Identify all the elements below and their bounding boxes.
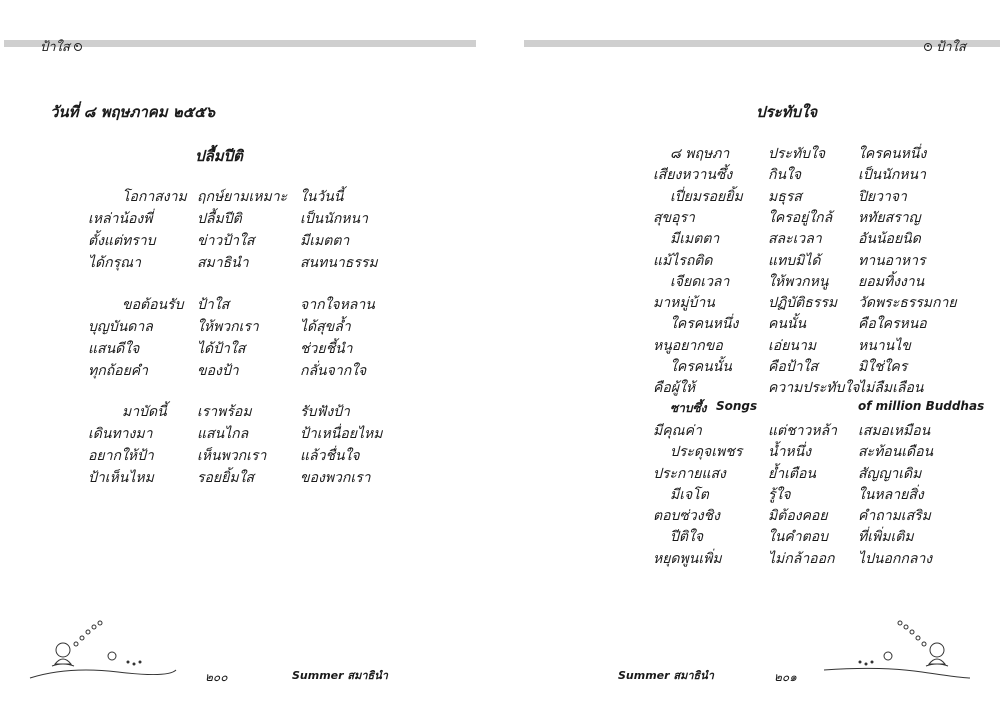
running-header-left: [40, 36, 82, 57]
poem-phrase: น้ำหนึ่ง: [768, 444, 812, 461]
poem-line: [0, 207, 990, 229]
poem-phrase: ของพวกเรา: [300, 470, 371, 486]
poem-phrase: มาบัดนี้: [122, 404, 167, 420]
poem-phrase: หนูอยากขอ: [653, 337, 723, 354]
poem-phrase: ใครอยู่ใกล้: [768, 209, 833, 226]
footer-text-left: Summer สมาธินำ: [292, 669, 388, 682]
poem-phrase: รอยยิ้มใส: [197, 470, 254, 486]
poem-phrase: ยอมทิ้งงาน: [858, 273, 925, 290]
poem-phrase: ใครคนนั้น: [670, 359, 732, 375]
poem-phrase: คือใครหนอ: [858, 316, 927, 333]
poem-line: [0, 377, 990, 399]
poem-phrase: ใครคนหนึ่ง: [858, 146, 927, 162]
poem-phrase: ข่าวป้าใส: [197, 233, 255, 249]
poem-phrase: คำถามเสริม: [858, 508, 931, 525]
poem-phrase: กินใจ: [768, 167, 802, 184]
meditating-child-illustration-right: [822, 618, 972, 680]
poem-phrase: จากใจหลาน: [300, 297, 375, 313]
poem-line: [0, 313, 990, 335]
poem-phrase: Songs: [716, 398, 758, 413]
poem-phrase: ไม่กล้าออก: [768, 550, 835, 567]
poem-line: [0, 143, 990, 165]
poem-phrase: ย้ำเตือน: [768, 465, 816, 482]
poem-phrase: มิต้องคอย: [768, 508, 828, 525]
poem-phrase: ความประทับใจ: [768, 380, 860, 397]
poem-line: [0, 335, 990, 357]
poem-phrase: โอกาสงาม: [122, 189, 187, 205]
poem-line: [0, 164, 990, 186]
poem-line: [0, 526, 990, 548]
poem-phrase: อันน้อยนิด: [858, 231, 921, 248]
poem-phrase: เอ่ยนาม: [768, 337, 817, 354]
footer-text-right: Summer สมาธินำ: [618, 669, 714, 682]
poem-phrase: คือผู้ให้: [653, 380, 696, 397]
poem-phrase: ได้สุขล้ำ: [300, 319, 351, 335]
poem-phrase: สมาธินำ: [197, 255, 249, 271]
poem-phrase: มีเจโต: [670, 486, 709, 503]
poem-line: [0, 463, 990, 485]
poem-phrase: อยากให้ป้า: [88, 448, 154, 464]
poem-phrase: บุญบันดาล: [88, 319, 153, 335]
page-number-left: ๒๐๐: [205, 670, 228, 684]
poem-phrase: สะท้อนเดือน: [858, 444, 934, 461]
poem-title: ปลื้มปีติ: [195, 147, 243, 165]
poem-line: [0, 505, 990, 527]
poem-phrase: ในวันนี้: [300, 189, 344, 205]
poem-phrase: ที่เพิ่มเติม: [858, 529, 914, 546]
poem-phrase: แสนไกล: [197, 426, 249, 442]
poem-phrase: คือป้าใส: [768, 359, 818, 375]
poem-phrase: มิใช่ใคร: [858, 359, 908, 375]
running-header-left-text: ป้าใส: [40, 40, 70, 55]
poem-phrase: ปฏิบัติธรรม: [768, 295, 838, 312]
poem-phrase: ช่วยชี้นำ: [300, 341, 353, 357]
poem-line: [0, 548, 990, 570]
poem-line: [0, 250, 990, 272]
poem-phrase: ได้ป้าใส: [197, 341, 246, 357]
poem-phrase: เป็นนักหนา: [300, 211, 368, 227]
poem-phrase: สัญญาเดิม: [858, 465, 922, 482]
poem-phrase: กลั่นจากใจ: [300, 363, 367, 379]
poem-phrase: เดินทางมา: [88, 426, 153, 442]
running-header-right-text: ป้าใส: [936, 40, 966, 55]
poem-phrase: แล้วชื่นใจ: [300, 448, 360, 464]
poem-phrase: เจียดเวลา: [670, 273, 730, 290]
poem-phrase: ขอต้อนรับ: [122, 297, 184, 313]
poem-phrase: ป้าเห็นไหม: [88, 470, 154, 486]
poem-phrase: ไม่ลืมเลือน: [858, 380, 924, 397]
poem-line: [0, 399, 990, 421]
poem-phrase: รับฟังป้า: [300, 404, 350, 420]
poem-phrase: ปีติใจ: [670, 529, 704, 546]
poem-phrase: ประดุจเพชร: [670, 444, 743, 461]
running-header-right: [924, 36, 966, 57]
poem-phrase: ปลื้มปีติ: [197, 211, 242, 227]
poem-phrase: หทัยสราญ: [858, 209, 921, 226]
poem-phrase: สนทนาธรรม: [300, 255, 378, 271]
poem-phrase: เสียงหวานซึ้ง: [653, 167, 733, 184]
poem-line: [0, 292, 990, 314]
poem-phrase: แทบมิได้: [768, 252, 821, 269]
poem-phrase: เปี่ยมรอยยิ้ม: [670, 188, 743, 205]
poem-phrase: ให้พวกเรา: [197, 319, 259, 335]
poem-phrase: ทานอาหาร: [858, 252, 926, 269]
poem-phrase: แสนดีใจ: [88, 341, 140, 357]
date-heading: วันที่ ๘ พฤษภาคม ๒๕๕๖: [50, 103, 216, 121]
poem-phrase: ป้าใส: [197, 297, 230, 313]
poem-phrase: of million Buddhas: [858, 398, 985, 413]
poem-line: [0, 441, 990, 463]
poem-phrase: ป้าเหนื่อยไหม: [300, 426, 383, 442]
poem-phrase: แม้ไรถติด: [653, 252, 713, 269]
poem-phrase: ซาบซึ้ง: [670, 400, 707, 415]
poem-phrase: ของป้า: [197, 363, 239, 379]
poem-line: [0, 356, 990, 378]
poem-phrase: หนานไข: [858, 337, 911, 354]
poem-phrase: ไปนอกกลาง: [858, 550, 933, 567]
poem-phrase: คนนั้น: [768, 316, 807, 333]
poem-phrase: ฤกษ์ยามเหมาะ: [197, 189, 288, 205]
poem-phrase: ตั้งแต่ทราบ: [88, 233, 156, 249]
meditating-child-illustration-left: [28, 618, 178, 680]
poem-phrase: เราพร้อม: [197, 404, 252, 420]
poem-phrase: ตอบซ่วงชิง: [653, 508, 720, 525]
right-poem-title: ประทับใจ: [756, 103, 818, 121]
poem-phrase: รู้ใจ: [768, 486, 791, 503]
poem-phrase: เหล่าน้องพี่: [88, 211, 153, 227]
poem-phrase: หยุดพูนเพิ่ม: [653, 550, 722, 567]
poem-phrase: ในหลายสิ่ง: [858, 486, 924, 503]
poem-phrase: ๘ พฤษภา: [670, 146, 730, 162]
poem-phrase: ให้พวกหนู: [768, 273, 829, 290]
poem-phrase: เสมอเหมือน: [858, 422, 931, 439]
poem-phrase: ได้กรุณา: [88, 255, 141, 271]
bullet-icon: [74, 43, 82, 51]
poem-phrase: มีเมตตา: [300, 233, 350, 249]
poem-phrase: มธุรส: [768, 188, 802, 205]
poem-line: [0, 484, 990, 506]
poem-line: [0, 186, 990, 208]
bullet-icon: [924, 43, 932, 51]
page-number-right: ๒๐๑: [774, 670, 797, 684]
poem-phrase: ทุกถ้อยคำ: [88, 363, 149, 379]
poem-phrase: เห็นพวกเรา: [197, 448, 267, 464]
poem-phrase: มาหมู่บ้าน: [653, 295, 715, 312]
poem-phrase: ในคำตอบ: [768, 529, 829, 546]
poem-phrase: ประทับใจ: [768, 146, 826, 162]
poem-phrase: ปิยวาจา: [858, 188, 907, 205]
poem-phrase: สุขอุรา: [653, 209, 695, 226]
poem-phrase: ใครคนหนึ่ง: [670, 316, 739, 333]
poem-line: [0, 420, 990, 442]
poem-line: [0, 228, 990, 250]
poem-line: [0, 271, 990, 293]
poem-phrase: มีคุณค่า: [653, 422, 702, 439]
poem-phrase: สละเวลา: [768, 231, 822, 248]
poem-phrase: แต่ชาวหล้า: [768, 422, 838, 439]
poem-phrase: มีเมตตา: [670, 231, 720, 248]
poem-phrase: เป็นนักหนา: [858, 167, 926, 184]
poem-phrase: ประกายแสง: [653, 465, 726, 482]
poem-phrase: วัดพระธรรมกาย: [858, 295, 957, 312]
